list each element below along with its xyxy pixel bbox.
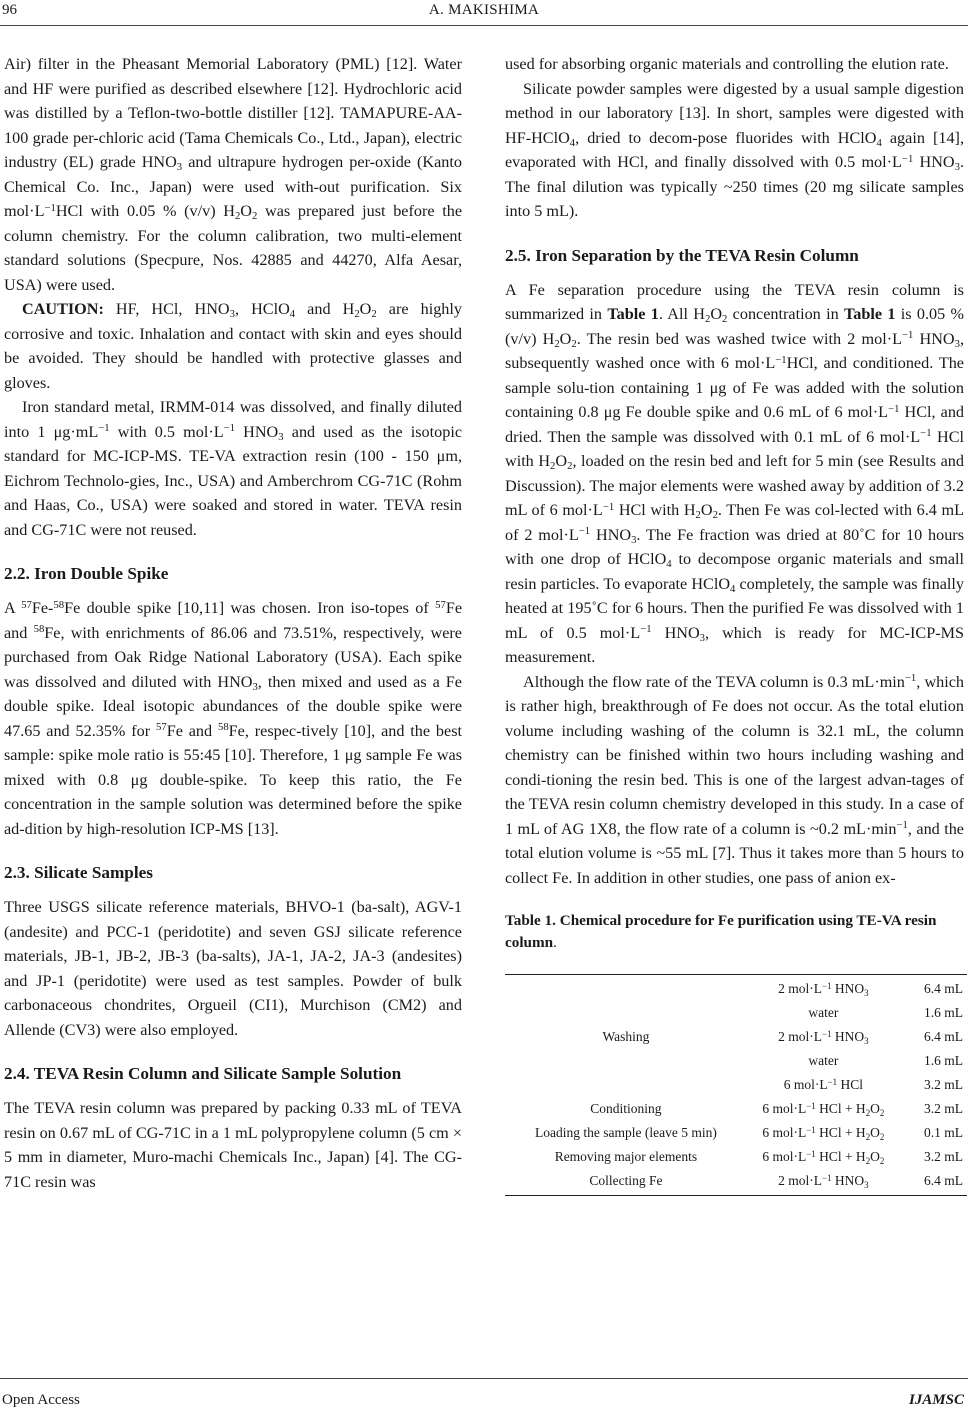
volume-cell: 3.2 mL bbox=[924, 1149, 963, 1164]
text-run: O bbox=[240, 202, 252, 220]
reagent-cell bbox=[747, 1025, 900, 1049]
text-run: Three USGS silicate reference materials, BHVO-1 (ba-salt), AGV-1 (andesite) and PCC-1 (peridotite) and seven GSJ silicate reference materials, JB-1, JB-2, JB-3 (ba-salts), JA-1, JA-2, JA-3 (andesites) and JP-1 (peridotite) were used as test samples. Powder of bulk carbonaceous chondrites, Orgueil (CI1), Murchison (CM2) and Allende (CV3) were also employed. bbox=[4, 898, 462, 1039]
reagent-cell bbox=[747, 1145, 900, 1169]
superscript: −1 bbox=[98, 422, 110, 435]
footer-journal: IJAMSC bbox=[908, 1392, 964, 1408]
subscript: 4 bbox=[666, 558, 672, 571]
table-row bbox=[505, 1097, 967, 1121]
table-row bbox=[505, 975, 967, 1002]
subscript: 2 bbox=[252, 210, 258, 223]
text-run: concentration in bbox=[727, 305, 844, 323]
text-run: and ultrapure hydrogen per-oxide (Kanto Chemical Co. Inc., Japan) were used with-out purification. Six mol·L bbox=[4, 153, 462, 220]
text-run: The TEVA resin column was prepared by packing 0.33 mL of TEVA resin on 0.67 mL of CG-71C in a 1 mL polypropylene column (5 cm × 5 mm in diameter, Muro-machi Chemicals Inc., Japan) [4]. The CG-71C resin was bbox=[4, 1099, 462, 1191]
text-run: is 0.05 % (v/v) H bbox=[505, 305, 965, 348]
paragraph bbox=[4, 395, 462, 542]
superscript: 57 bbox=[21, 598, 32, 611]
text-run: HCl + H bbox=[815, 1101, 866, 1116]
text-run: A Fe separation procedure using the TEVA resin column is summarized in bbox=[505, 280, 964, 323]
subscript: 3 bbox=[699, 631, 706, 644]
superscript: −1 bbox=[822, 1172, 832, 1183]
text-run: O bbox=[870, 1125, 880, 1140]
running-head-author: A. MAKISHIMA bbox=[428, 2, 540, 18]
superscript: −1 bbox=[806, 1148, 816, 1159]
subscript: 2 bbox=[879, 1131, 885, 1142]
text-run: . All H bbox=[658, 305, 705, 323]
subscript: 4 bbox=[730, 582, 736, 595]
text-run: Fe double spike [10,11] was chosen. Iron iso-topes of bbox=[64, 599, 436, 617]
text-run: are highly corrosive and toxic. Inhalation and contact with skin and eyes should be avoided. They should be handled with protective glasses and gloves. bbox=[4, 300, 462, 392]
bold-text: Table 1 bbox=[607, 305, 659, 323]
text-run: 6 mol·L bbox=[762, 1125, 807, 1140]
text-run: . The Fe fraction was dried at 80˚C for 10 hours with one drop of HClO bbox=[505, 525, 964, 568]
superscript: −1 bbox=[904, 672, 917, 685]
text-run: HNO bbox=[235, 422, 279, 441]
subscript: 2 bbox=[371, 308, 377, 321]
section-heading-2-3: 2.3. Silicate Samples bbox=[4, 863, 153, 882]
text-run: and H bbox=[295, 300, 355, 318]
text-run: HNO bbox=[651, 623, 700, 642]
paragraph bbox=[505, 670, 964, 891]
table-caption-text: Table 1. Chemical procedure for Fe purification using TE-VA resin column bbox=[505, 912, 937, 951]
table-row bbox=[505, 1169, 967, 1196]
table-row bbox=[505, 1121, 967, 1145]
subscript: 4 bbox=[289, 308, 296, 321]
text-run: used for absorbing organic materials and controlling the elution rate. bbox=[505, 55, 949, 73]
text-run: HCl + H bbox=[815, 1125, 866, 1140]
text-run: HNO bbox=[913, 153, 955, 171]
table-caption-period: . bbox=[553, 934, 557, 951]
volume-cell: 1.6 mL bbox=[924, 1005, 963, 1020]
superscript: −1 bbox=[602, 500, 615, 513]
text-run: Air) filter in the Pheasant Memorial Laboratory (PML) [12]. Water and HF were purified as described elsewhere [12]. Hydrochloric acid was distilled by a Teflon-two-bottle distiller [12]. TAMAPURE-AA-100 grade per-chloric acid (Tama Chemicals Co., Ltd., Japan), electric industry (EL) grade HNO bbox=[4, 55, 462, 171]
text-run: HNO bbox=[831, 1173, 865, 1188]
volume-cell: 6.4 mL bbox=[900, 1169, 967, 1196]
subscript: 4 bbox=[569, 136, 576, 149]
text-run: Silicate powder samples were digested by a usual sample digestion method in our laboratory [13]. In short, samples were digested with HF-HClO bbox=[505, 79, 964, 147]
text-run: . The final dilution was typically ~250 times (20 mg silicate samples into 5 mL). bbox=[505, 153, 964, 220]
text-run: completely, the sample was finally heated at 195˚C for 6 hours. Then the purified Fe was dissolved with 1 mL of 0.5 mol·L bbox=[505, 574, 964, 642]
subscript: 3 bbox=[954, 337, 960, 350]
text-run: O bbox=[555, 452, 568, 470]
superscript: −1 bbox=[822, 980, 832, 991]
reagent-cell bbox=[747, 1169, 900, 1196]
subscript: 3 bbox=[864, 1035, 869, 1046]
volume-cell: 1.6 mL bbox=[924, 1053, 963, 1068]
subscript: 2 bbox=[865, 1131, 871, 1142]
superscript: 57 bbox=[435, 598, 446, 611]
superscript: −1 bbox=[775, 353, 787, 366]
text-run: HNO bbox=[913, 329, 955, 348]
superscript: −1 bbox=[806, 1100, 816, 1111]
superscript: −1 bbox=[806, 1124, 816, 1135]
reagent-cell bbox=[747, 1097, 900, 1121]
text-run: HNO bbox=[831, 1029, 865, 1044]
superscript: −1 bbox=[901, 152, 914, 165]
header-rule bbox=[0, 25, 968, 26]
caution-paragraph bbox=[4, 297, 462, 395]
text-run: with 0.5 mol·L bbox=[109, 422, 224, 441]
text-run: Fe and bbox=[166, 721, 218, 740]
page-number: 96 bbox=[2, 2, 17, 18]
table-row bbox=[505, 1145, 967, 1169]
subscript: 3 bbox=[278, 430, 284, 443]
table-1 bbox=[505, 974, 967, 1196]
reagent-cell bbox=[747, 1121, 900, 1145]
superscript: −1 bbox=[896, 819, 908, 832]
text-run: Fe, with enrichments of 86.06 and 73.51%, respectively, were purchased from Oak Ridge National Laboratory (USA). Each spike was dissolved and diluted with HNO bbox=[4, 623, 462, 691]
text-run: water bbox=[808, 1005, 839, 1020]
text-run: , HClO bbox=[234, 300, 290, 318]
text-run: HF, HCl, HNO bbox=[103, 300, 230, 318]
text-run: O bbox=[870, 1101, 880, 1116]
superscript: −1 bbox=[827, 1076, 838, 1087]
table-body bbox=[505, 975, 967, 1196]
paragraph bbox=[4, 1096, 462, 1194]
text-run: HNO bbox=[590, 525, 632, 544]
text-run: HCl bbox=[837, 1077, 863, 1092]
text-run: was prepared just before the column chemistry. For the column calibration, two multi-element standard solutions (Specpure, Nos. 42885 and 44270, Alfa Aesar, USA) were used. bbox=[4, 202, 463, 294]
text-run: HCl with H bbox=[614, 501, 696, 519]
footer-open-access: Open Access bbox=[2, 1392, 80, 1408]
text-run: 2 mol·L bbox=[778, 1029, 822, 1044]
text-run: , and the total elution volume is ~55 mL [7]. Thus it takes more than 5 hours to collect Fe. In addition in other studies, one pass of anion ex- bbox=[505, 819, 964, 887]
text-run: O bbox=[700, 501, 713, 519]
text-run: O bbox=[359, 300, 372, 318]
subscript: 2 bbox=[554, 337, 560, 350]
text-run: 6 mol·L bbox=[783, 1077, 828, 1092]
superscript: 58 bbox=[217, 721, 229, 734]
subscript: 4 bbox=[876, 136, 882, 149]
text-run: HCl with H bbox=[505, 427, 964, 470]
superscript: −1 bbox=[223, 422, 235, 435]
text-run: , which is rather high, breakthrough of Fe does not occur. As the total elution volume including washing of the column is 32.1 mL, the column chemistry can be finished within two hours including washing and condi-tioning the resin bed. This is one of the largest advan-tages of the TEVA resin column chemistry developed in this study. In a case of 1 mL of AG 1X8, the flow rate of a column is ~0.2 mL·min bbox=[505, 672, 964, 838]
text-run: O bbox=[559, 329, 572, 348]
text-run: again [14], evaporated with HCl, and finally dissolved with 0.5 mol·L bbox=[505, 128, 964, 171]
text-run: O bbox=[870, 1149, 880, 1164]
text-run: Although the flow rate of the TEVA column is 0.3 mL·min bbox=[523, 672, 905, 691]
bold-text: CAUTION: bbox=[22, 300, 104, 318]
subscript: 2 bbox=[234, 210, 241, 223]
subscript: 2 bbox=[865, 1107, 871, 1118]
section-heading-2-5: 2.5. Iron Separation by the TEVA Resin Column bbox=[505, 245, 859, 265]
text-run: Iron standard metal, IRMM-014 was dissolved, and finally diluted into 1 μg·mL bbox=[4, 398, 462, 441]
left-column bbox=[4, 52, 462, 1194]
text-run: 2 mol·L bbox=[778, 981, 822, 996]
step-cell: Collecting Fe bbox=[505, 1169, 747, 1196]
table-caption bbox=[505, 910, 964, 954]
text-run: HCl + H bbox=[815, 1149, 866, 1164]
volume-cell: 0.1 mL bbox=[924, 1125, 963, 1140]
subscript: 2 bbox=[571, 337, 577, 350]
subscript: 3 bbox=[252, 680, 258, 693]
step-cell: Removing major elements bbox=[554, 1149, 698, 1164]
text-run: , subsequently washed once with 6 mol·L bbox=[505, 329, 965, 372]
page-header bbox=[0, 0, 968, 24]
subscript: 3 bbox=[864, 987, 869, 998]
superscript: −1 bbox=[822, 1028, 832, 1039]
footer-rule bbox=[0, 1378, 968, 1379]
subscript: 2 bbox=[722, 313, 728, 326]
text-run: O bbox=[710, 305, 723, 323]
text-run: , then mixed and used as a Fe double spike. Ideal isotopic abundances of the double spike were 47.65 and 52.35% for bbox=[4, 672, 462, 740]
subscript: 2 bbox=[550, 460, 556, 473]
text-run: Fe and bbox=[4, 599, 462, 642]
subscript: 2 bbox=[567, 460, 573, 473]
subscript: 3 bbox=[631, 533, 637, 546]
subscript: 3 bbox=[176, 161, 183, 174]
text-run: 6 mol·L bbox=[762, 1149, 807, 1164]
volume-cell: 3.2 mL bbox=[924, 1101, 963, 1116]
superscript: −1 bbox=[902, 329, 914, 342]
text-run: , loaded on the resin bed and left for 5 min (see Results and Discussion). The major elements were washed away by addition of 3.2 mL of 6 mol·L bbox=[505, 452, 964, 519]
step-cell: Washing bbox=[505, 975, 747, 1098]
paragraph bbox=[505, 77, 964, 224]
superscript: −1 bbox=[578, 525, 591, 538]
superscript: 58 bbox=[33, 623, 45, 636]
section-heading-2-4: 2.4. TEVA Resin Column and Silicate Sample Solution bbox=[4, 1064, 402, 1083]
text-run: HCl, and dried. Then the sample was dissolved with 0.1 mL of 6 mol·L bbox=[505, 403, 965, 446]
volume-cell: 6.4 mL bbox=[924, 1029, 963, 1044]
text-run: and used as the isotopic standard for MC-ICP-MS. TE-VA extraction resin (100 - 150 μm, Eichrom Technolo-gies, Inc., USA) and Amberchrom CG-71C (Rohm and Haas, Co., USA) were soaked and stored in water. TEVA resin and CG-71C were not reused. bbox=[4, 422, 463, 539]
subscript: 2 bbox=[354, 308, 360, 321]
paragraph bbox=[505, 52, 964, 77]
bold-text: Table 1 bbox=[843, 305, 896, 323]
volume-cell: 3.2 mL bbox=[924, 1077, 963, 1092]
superscript: 57 bbox=[156, 721, 167, 734]
subscript: 2 bbox=[865, 1155, 871, 1166]
subscript: 2 bbox=[695, 509, 701, 522]
subscript: 3 bbox=[954, 161, 960, 174]
subscript: 2 bbox=[712, 509, 718, 522]
reagent-cell bbox=[747, 1049, 900, 1073]
subscript: 2 bbox=[704, 313, 711, 326]
step-cell: Loading the sample (leave 5 min) bbox=[535, 1125, 717, 1140]
text-run: , which is ready for MC-ICP-MS measurement. bbox=[505, 623, 964, 666]
right-column bbox=[505, 52, 964, 1196]
text-run: HNO bbox=[831, 981, 865, 996]
reagent-cell bbox=[747, 1073, 900, 1097]
subscript: 2 bbox=[879, 1155, 885, 1166]
text-run: A bbox=[4, 599, 22, 617]
section-heading-2-2: 2.2. Iron Double Spike bbox=[4, 564, 169, 583]
text-run: Fe- bbox=[31, 599, 54, 617]
subscript: 2 bbox=[879, 1107, 885, 1118]
reagent-cell bbox=[747, 1001, 900, 1025]
text-run: 2 mol·L bbox=[778, 1173, 822, 1188]
text-run: water bbox=[808, 1053, 839, 1068]
text-run: HCl with 0.05 % (v/v) H bbox=[55, 202, 235, 220]
text-run: HCl, and conditioned. The sample solu-tion containing 1 μg of Fe was added with the solution containing 0.8 μg Fe double spike and 0.6 mL of 6 mol·L bbox=[505, 354, 964, 421]
subscript: 3 bbox=[229, 308, 235, 321]
superscript: −1 bbox=[888, 402, 900, 415]
text-run: Fe, respec-tively [10], and the best sample: spike mole ratio is 55:45 [10]. Therefore, 1 μg sample Fe was mixed with 0.8 μg double-spike. To keep this ratio, the Fe concentration in the sample solution was determined before the spike ad-dition by high-resolution ICP-MS [13]. bbox=[4, 721, 462, 838]
text-run: 6 mol·L bbox=[762, 1101, 807, 1116]
superscript: −1 bbox=[920, 427, 932, 440]
step-cell: Conditioning bbox=[590, 1101, 662, 1116]
text-run: . Then Fe was col-lected with 6.4 mL of 2 mol·L bbox=[505, 501, 964, 544]
superscript: −1 bbox=[44, 201, 56, 214]
paragraph bbox=[4, 596, 462, 841]
reagent-cell bbox=[747, 975, 900, 1002]
text-run: . The resin bed was washed twice with 2 mol·L bbox=[576, 329, 903, 348]
text-run: to decompose organic materials and small resin particles. To evaporate HClO bbox=[505, 550, 964, 593]
subscript: 3 bbox=[864, 1179, 869, 1190]
paragraph bbox=[4, 895, 462, 1042]
text-run: , dried to decom-pose fluorides with HClO bbox=[575, 128, 877, 147]
paragraph bbox=[4, 52, 462, 297]
volume-cell: 6.4 mL bbox=[900, 975, 967, 1002]
superscript: 58 bbox=[53, 598, 65, 611]
paragraph bbox=[505, 278, 964, 670]
superscript: −1 bbox=[640, 623, 652, 636]
